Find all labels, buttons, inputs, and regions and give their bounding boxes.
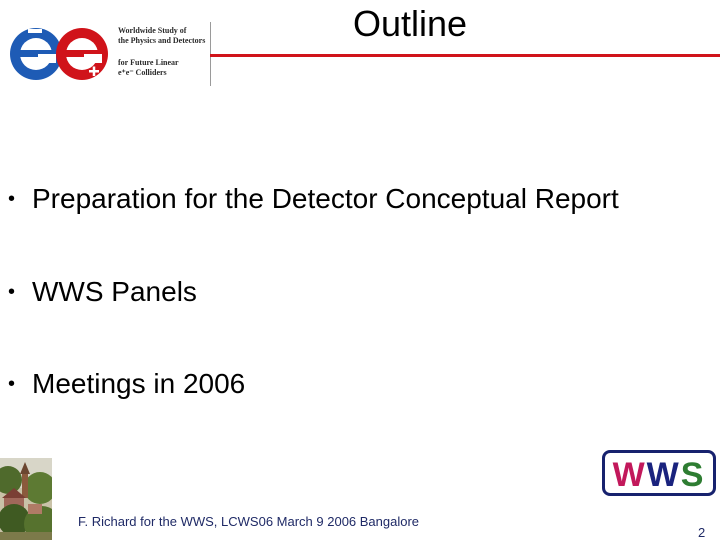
city-photo-icon: [0, 458, 52, 540]
bullet-icon: •: [8, 188, 16, 210]
title-underline: [210, 54, 720, 57]
bullet-item: [8, 367, 245, 401]
logo-line-2: the Physics and Detectors: [118, 36, 206, 45]
bullet-text: Meetings in 2006: [32, 368, 246, 399]
logo-line-4: e⁺e⁻ Colliders: [118, 68, 167, 77]
wws-letter-s: S: [680, 456, 706, 494]
logo-caption: [118, 26, 205, 78]
wws-letter-w1: W: [612, 456, 647, 494]
logo-line-3: for Future Linear: [118, 58, 179, 67]
logo-line-1: Worldwide Study of: [118, 26, 187, 35]
bullet-item: [8, 275, 197, 309]
bullet-item: [8, 182, 619, 216]
bullet-text: Preparation for the Detector Conceptual Report: [32, 183, 619, 214]
page-number: 2: [698, 525, 706, 540]
footer-caption: F. Richard for the WWS, LCWS06 March 9 2006 Bangalore: [78, 514, 420, 529]
ecfa-logo-icon: [8, 26, 112, 82]
bullet-icon: •: [8, 373, 16, 395]
wws-logo: [602, 450, 716, 496]
bullet-icon: •: [8, 281, 16, 303]
bullet-text: WWS Panels: [32, 276, 197, 307]
slide-title: Outline: [352, 3, 468, 44]
wws-letter-w2: W: [646, 456, 681, 494]
